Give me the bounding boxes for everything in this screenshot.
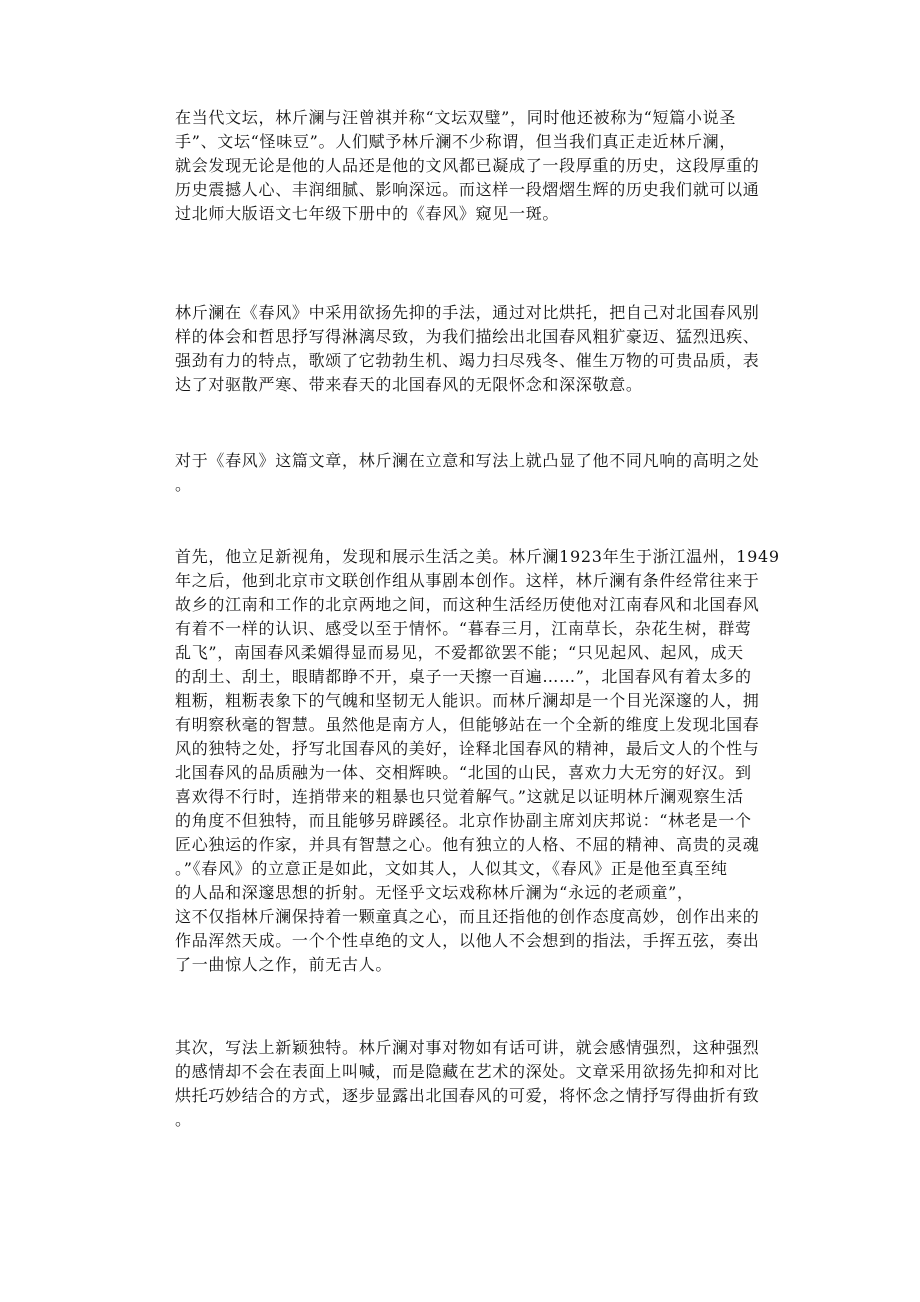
text-line: 。”《春风》的立意正是如此，文如其人，人似其文，《春风》正是他至真至纯: [175, 859, 728, 878]
text-line: 强劲有力的特点，歌颂了它勃勃生机、竭力扫尽残冬、催生万物的可贵品质，表: [175, 351, 760, 370]
text-line: 达了对驱散严寒、带来春天的北国春风的无限怀念和深深敬意。: [175, 375, 643, 394]
text-line: 粗粝，粗粝表象下的气魄和坚韧无人能识。而林斤澜却是一个目光深邃的人，拥: [175, 691, 760, 710]
text-line: 的角度不但独特，而且能够另辟蹊径。北京作协副主席刘庆邦说：“林老是一个: [175, 811, 752, 830]
text-line: 其次，写法上新颖独特。林斤澜对事对物如有话可讲，就会感情强烈，这种强烈: [175, 1038, 760, 1057]
text-line: 历史震撼人心、丰润细腻、影响深远。而这样一段熠熠生辉的历史我们就可以通: [175, 180, 760, 199]
text-line: 就会发现无论是他的人品还是他的文风都已凝成了一段厚重的历史，这段厚重的: [175, 156, 760, 175]
text-line: 的刮土、刮土，眼睛都睁不开，桌子一天擦一百遍……”，北国春风有着太多的: [175, 667, 752, 686]
text-line: 喜欢得不行时，连捎带来的粗暴也只觉着解气。”这就足以证明林斤澜观察生活: [175, 787, 744, 806]
text-line: 故乡的江南和工作的北京两地之间，而这种生活经历使他对江南春风和北国春风: [175, 595, 760, 614]
text-line: 有着不一样的认识、感受以至于情怀。“暮春三月，江南草长，杂花生树，群莺: [175, 619, 752, 638]
text-line: 的人品和深邃思想的折射。无怪乎文坛戏称林斤澜为“永远的老顽童”，: [175, 883, 694, 902]
text-line: 林斤澜在《春风》中采用欲扬先抑的手法，通过对比烘托，把自己对北国春风别: [175, 303, 760, 322]
text-line: 作品浑然天成。一个个性卓绝的文人，以他人不会想到的指法，手挥五弦，奏出: [175, 931, 760, 950]
text-line: 的感情却不会在表面上叫喊，而是隐藏在艺术的深处。文章采用欲扬先抑和对比: [175, 1062, 760, 1081]
paragraph-first-point: [175, 545, 780, 977]
text-line: 这不仅指林斤澜保持着一颗童真之心，而且还指他的创作态度高妙，创作出来的: [175, 907, 760, 926]
text-line: 烘托巧妙结合的方式，逐步显露出北国春风的可爱，将怀念之情抒写得曲折有致: [175, 1086, 760, 1105]
text-line: 乱飞”，南国春风柔媚得显而易见，不爱都欲罢不能；“只见起风、起风，成天: [175, 643, 744, 662]
text-line: 对于《春风》这篇文章，林斤澜在立意和写法上就凸显了他不同凡响的高明之处: [175, 451, 760, 470]
text-line: 手”、文坛“怪味豆”。人们赋予林斤澜不少称谓，但当我们真正走近林斤澜，: [175, 132, 737, 151]
text-line: 过北师大版语文七年级下册中的《春风》窥见一斑。: [175, 204, 560, 223]
paragraph-second-point: [175, 1036, 760, 1132]
text-line: 在当代文坛，林斤澜与汪曾祺并称“文坛双璧”，同时他还被称为“短篇小说圣: [175, 108, 737, 127]
paragraph-transition: [175, 449, 760, 497]
text-line: 。: [175, 475, 192, 494]
text-line: 样的体会和哲思抒写得淋漓尽致，为我们描绘出北国春风粗犷豪迈、猛烈迅疾、: [175, 327, 760, 346]
text-line: 了一曲惊人之作，前无古人。: [175, 955, 393, 974]
text-line: 首先，他立足新视角，发现和展示生活之美。林斤澜1923年生于浙江温州，1949: [175, 547, 780, 566]
text-line: 北国春风的品质融为一体、交相辉映。“北国的山民，喜欢力大无穷的好汉。到: [175, 763, 752, 782]
paragraph-summary: [175, 301, 760, 397]
text-line: 风的独特之处，抒写北国春风的美好，诠释北国春风的精神，最后文人的个性与: [175, 739, 760, 758]
text-line: 有明察秋毫的智慧。虽然他是南方人，但能够站在一个全新的维度上发现北国春: [175, 715, 760, 734]
text-line: 年之后，他到北京市文联创作组从事剧本创作。这样，林斤澜有条件经常往来于: [175, 571, 760, 590]
text-line: 。: [175, 1110, 192, 1129]
paragraph-intro: [175, 106, 760, 226]
text-line: 匠心独运的作家，并具有智慧之心。他有独立的人格、不屈的精神、高贵的灵魂: [175, 835, 760, 854]
